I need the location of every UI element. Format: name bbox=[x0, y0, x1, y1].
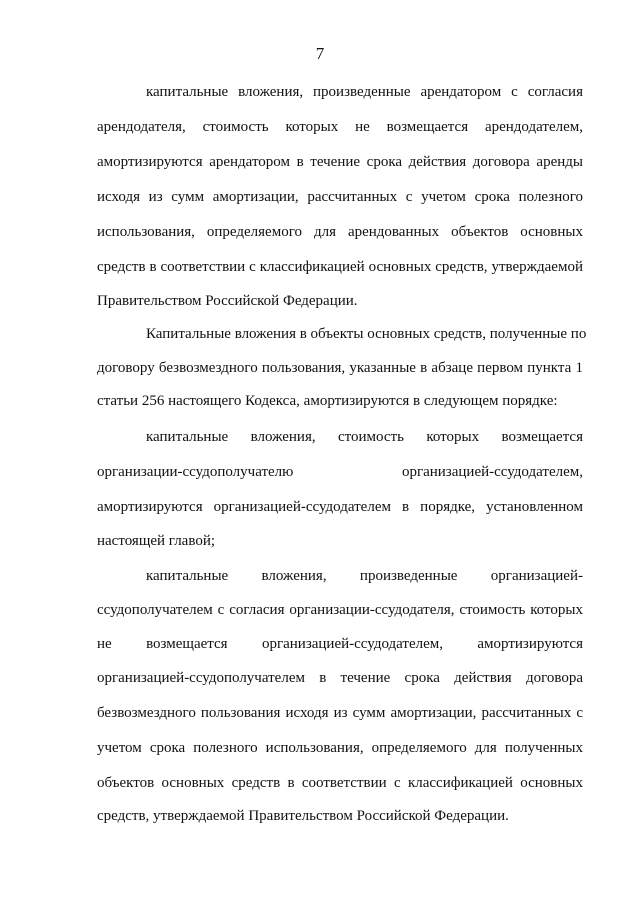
text-line: амортизируются организацией-ссудодателем в порядке, установленном bbox=[97, 499, 583, 515]
text-line: ссудополучателем с согласия организации-ссудодателя, стоимость которых bbox=[97, 602, 583, 618]
text-line: капитальные вложения, произведенные арендатором с согласия bbox=[146, 84, 583, 100]
text-line: договору безвозмездного пользования, указанные в абзаце первом пункта 1 bbox=[97, 360, 583, 376]
text-line: использования, определяемого для арендованных объектов основных bbox=[97, 224, 583, 240]
page-number: 7 bbox=[315, 44, 325, 63]
text-line: капитальные вложения, произведенные организацией- bbox=[146, 568, 583, 584]
text-line: Капитальные вложения в объекты основных средств, полученные по bbox=[146, 326, 587, 342]
text-line: капитальные вложения, стоимость которых возмещается bbox=[146, 429, 583, 445]
text-line: объектов основных средств в соответствии с классификацией основных bbox=[97, 775, 583, 791]
text-line: безвозмездного пользования исходя из сумм амортизации, рассчитанных с bbox=[97, 705, 583, 721]
text-line: настоящей главой; bbox=[97, 533, 216, 549]
text-line: арендодателя, стоимость которых не возмещается арендодателем, bbox=[97, 119, 583, 135]
text-line: организацией-ссудополучателем в течение срока действия договора bbox=[97, 670, 583, 686]
text-line: Правительством Российской Федерации. bbox=[97, 293, 358, 309]
text-line: статьи 256 настоящего Кодекса, амортизируются в следующем порядке: bbox=[97, 393, 558, 409]
text-line: учетом срока полезного использования, определяемого для полученных bbox=[97, 740, 583, 756]
text-line: не возмещается организацией-ссудодателем, амортизируются bbox=[97, 636, 583, 652]
text-line: амортизируются арендатором в течение срока действия договора аренды bbox=[97, 154, 583, 170]
text-line: средств, утверждаемой Правительством Российской Федерации. bbox=[97, 808, 509, 824]
text-line: организации-ссудополучателю организацией-ссудодателем, bbox=[97, 464, 583, 480]
text-line: средств в соответствии с классификацией основных средств, утверждаемой bbox=[97, 259, 583, 275]
text-line: исходя из сумм амортизации, рассчитанных с учетом срока полезного bbox=[97, 189, 583, 205]
